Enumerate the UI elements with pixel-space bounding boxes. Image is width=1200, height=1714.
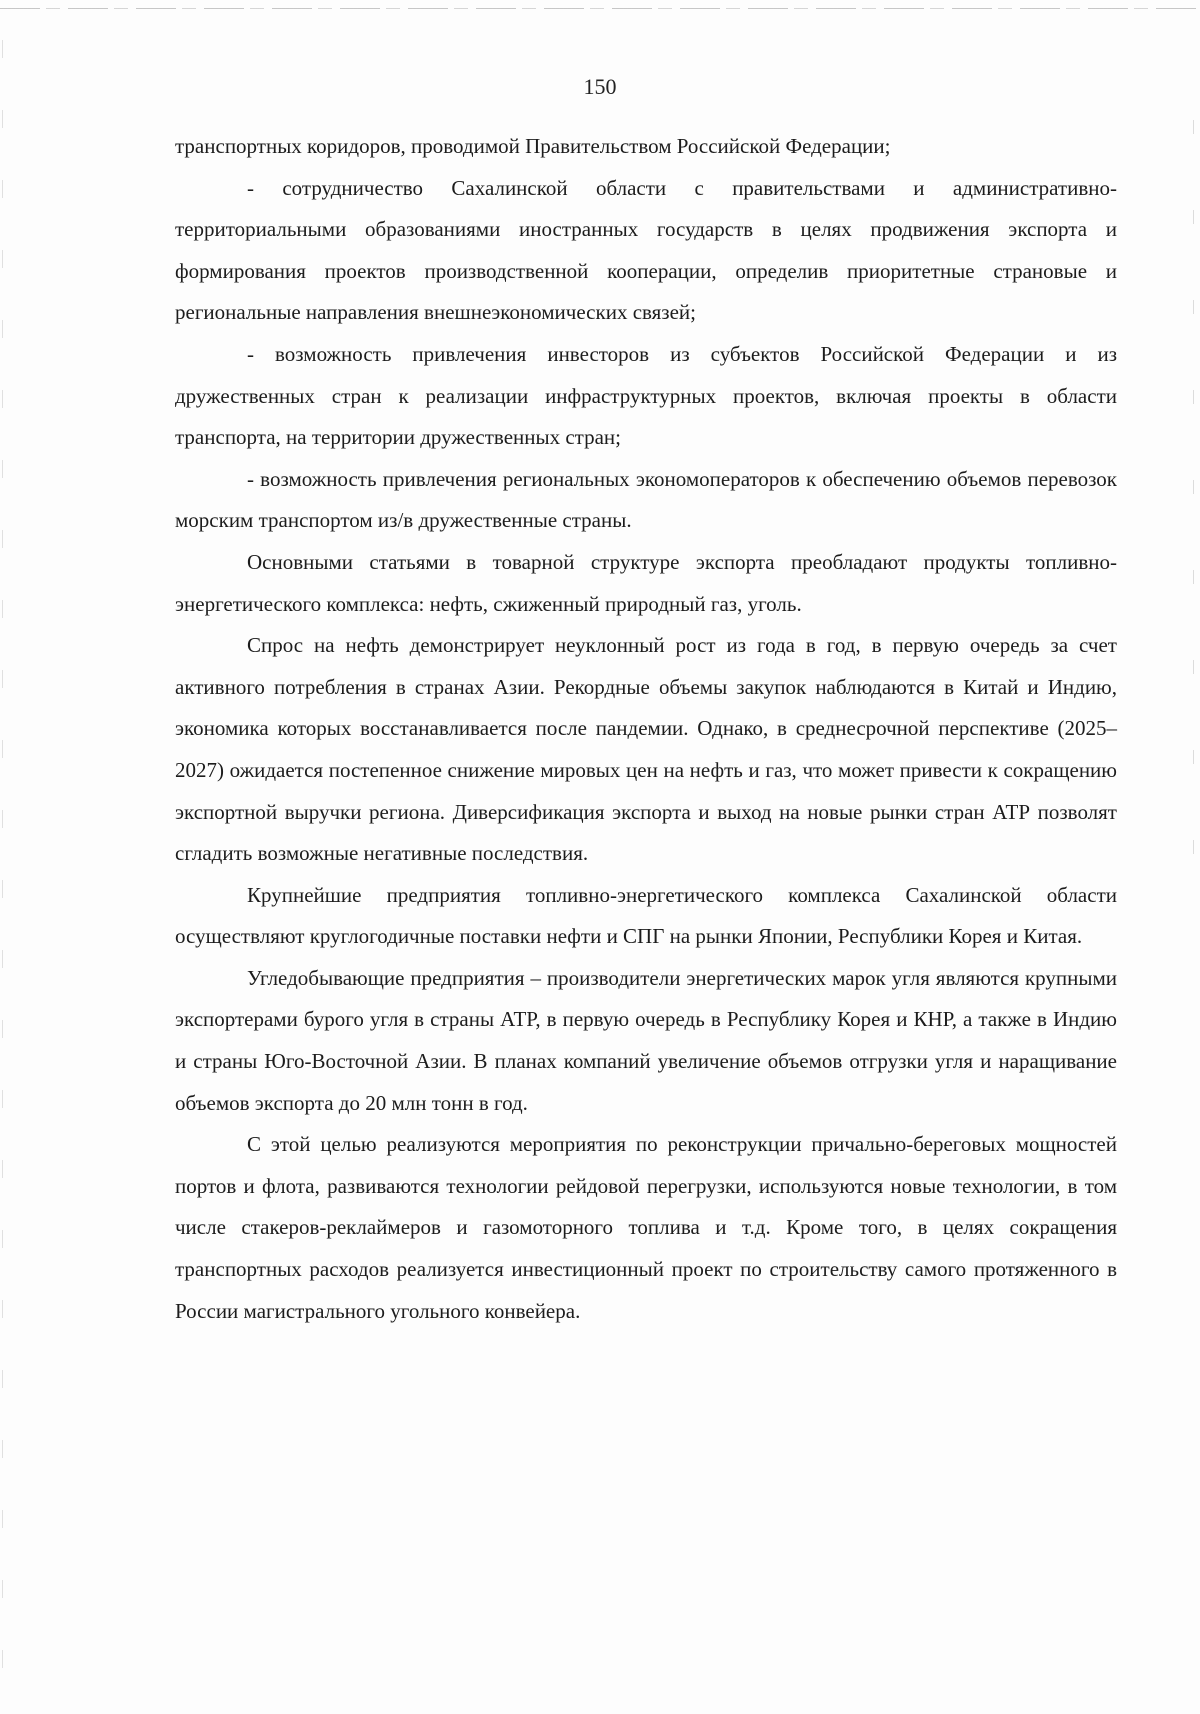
scan-artifact-right	[1193, 120, 1194, 920]
paragraph-investors: - возможность привлечения инвесторов из субъектов Российской Федерации и из дружественных стран к реализации инфраструктурных проектов, включая проекты в области транспорта, на территории дружественных стран;	[175, 341, 1117, 450]
page-number: 150	[583, 74, 617, 99]
paragraph-oil-demand: Спрос на нефть демонстрирует неуклонный рост из года в год, в первую очередь за счет активного потребления в странах Азии. Рекордные объемы закупок наблюдаются в Китай и Индию, экономика которых восстанавливается после пандемии. Однако, в среднесрочной перспективе (2025–2027) ожидается постепенное снижение мировых цен на нефть и газ, что может привести к сокращению экспортной выручки региона. Диверсификация экспорта и выход на новые рынки стран АТР позволят сгладить возможные негативные последствия.	[175, 633, 1117, 866]
paragraph-coal-enterprises: Угледобывающие предприятия – производители энергетических марок угля являются крупными экспортерами бурого угля в страны АТР, в первую очередь в Республику Корея и КНР, а также в Индию и страны Юго-Восточной Азии. В планах компаний увеличение объемов отгрузки угля и наращивание объемов экспорта до 20 млн тонн в год.	[175, 965, 1117, 1115]
scan-artifact-top	[0, 8, 1200, 9]
scan-artifact-left	[2, 40, 3, 1680]
paragraph-measures: С этой целью реализуются мероприятия по реконструкции причально-береговых мощностей портов и флота, развиваются технологии рейдовой перегрузки, используются новые технологии, в том числе стакеров-реклаймеров и газомоторного топлива и т.д. Кроме того, в целях сокращения транспортных расходов реализуется инвестиционный проект по строительству самого протяженного в России магистрального угольного конвейера.	[175, 1132, 1117, 1323]
document-body	[175, 126, 1117, 1332]
paragraph-continuation: транспортных коридоров, проводимой Правительством Российской Федерации;	[175, 134, 891, 158]
paragraph-cooperation: - сотрудничество Сахалинской области с правительствами и административно-территориальными образованиями иностранных государств в целях продвижения экспорта и формирования проектов производственной кооперации, определив приоритетные страновые и региональные направления внешнеэкономических связей;	[175, 175, 1117, 325]
paragraph-sea-transport: - возможность привлечения региональных экономоператоров к обеспечению объемов перевозок морским транспортом из/в дружественные страны.	[175, 466, 1117, 533]
paragraph-export-structure: Основными статьями в товарной структуре экспорта преобладают продукты топливно-энергетического комплекса: нефть, сжиженный природный газ, уголь.	[175, 549, 1117, 616]
paragraph-fuel-enterprises: Крупнейшие предприятия топливно-энергетического комплекса Сахалинской области осуществляют круглогодичные поставки нефти и СПГ на рынки Японии, Республики Корея и Китая.	[175, 882, 1117, 949]
